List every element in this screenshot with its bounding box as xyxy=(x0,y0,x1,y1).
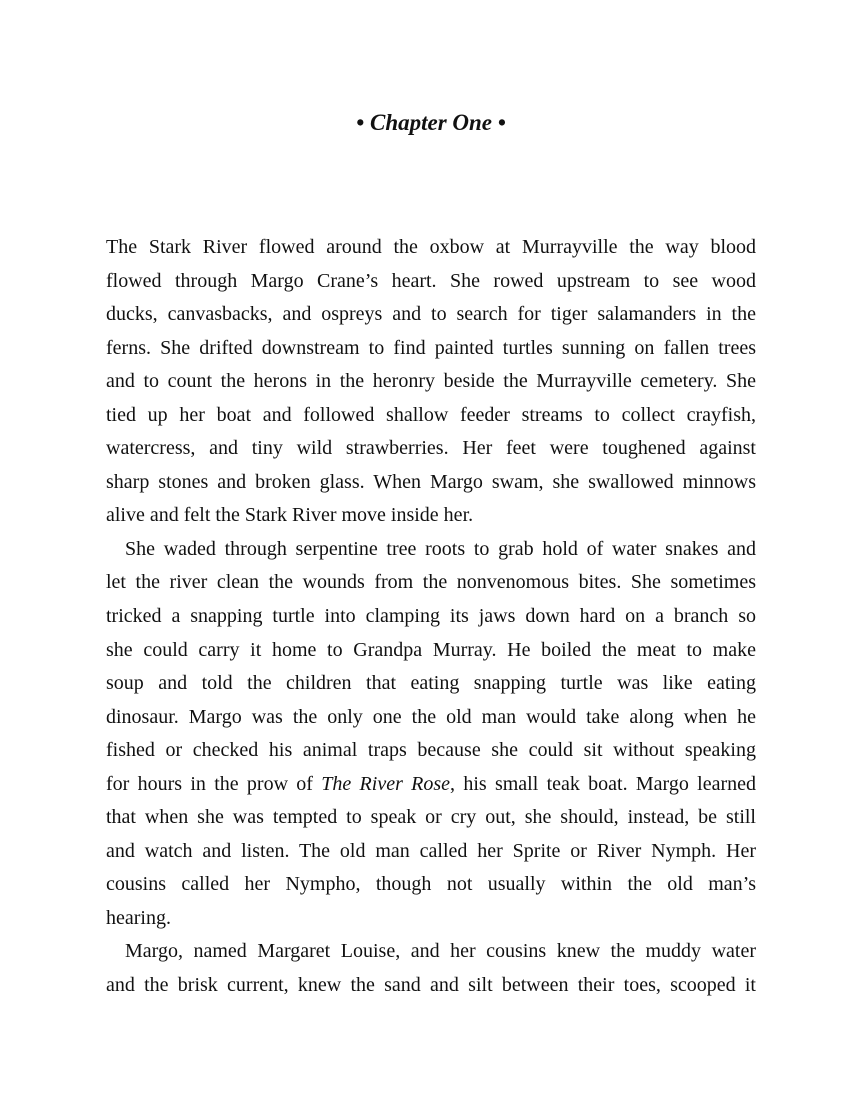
text-line: fished or checked his animal traps because she could sit without speaking xyxy=(106,739,756,762)
text-line: cousins called her Nympho, though not usually within the old man’s xyxy=(106,873,756,896)
text-line: flowed through Margo Crane’s heart. She rowed upstream to see wood xyxy=(106,269,756,292)
text-line: that when she was tempted to speak or cry out, she should, instead, be still xyxy=(106,806,756,829)
text-line: and to count the herons in the heronry beside the Murrayville cemetery. She xyxy=(106,370,756,393)
boat-name-italic: The River Rose xyxy=(321,772,451,795)
body-text xyxy=(106,231,756,1003)
text-line: soup and told the children that eating snapping turtle was like eating xyxy=(106,672,756,695)
text-line: sharp stones and broken glass. When Margo swam, she swallowed minnows xyxy=(106,470,756,493)
text-line: ferns. She drifted downstream to find painted turtles sunning on fallen trees xyxy=(106,336,756,359)
text-line: dinosaur. Margo was the only one the old man would take along when he xyxy=(106,705,756,728)
text-line: ducks, canvasbacks, and ospreys and to search for tiger salamanders in the xyxy=(106,303,756,326)
text-line: Margo, named Margaret Louise, and her cousins knew the muddy water xyxy=(125,940,756,963)
text-line: tied up her boat and followed shallow feeder streams to collect crayfish, xyxy=(106,403,756,426)
text-line: The Stark River flowed around the oxbow at Murrayville the way blood xyxy=(106,236,756,258)
text-line: She waded through serpentine tree roots to grab hold of water snakes and xyxy=(125,537,756,560)
paragraph-1 xyxy=(106,231,756,533)
text-segment: for hours in the prow of xyxy=(106,772,322,795)
text-line: let the river clean the wounds from the nonvenomous bites. She sometimes xyxy=(106,571,756,594)
text-line: tricked a snapping turtle into clamping its jaws down hard on a branch so xyxy=(106,605,756,628)
text-line: she could carry it home to Grandpa Murray. He boiled the meat to make xyxy=(106,638,756,661)
paragraph-3 xyxy=(106,935,756,1002)
text-line: hearing. xyxy=(106,906,171,929)
text-line: alive and felt the Stark River move inside her. xyxy=(106,504,474,527)
text-line: watercress, and tiny wild strawberries. Her feet were toughened against xyxy=(106,437,756,460)
text-line: and watch and listen. The old man called her Sprite or River Nymph. Her xyxy=(106,839,756,862)
text-segment: , his small teak boat. Margo learned xyxy=(450,772,756,795)
paragraph-2 xyxy=(106,533,756,936)
text-line: and the brisk current, knew the sand and silt between their toes, scooped it xyxy=(106,974,756,997)
text-line-with-boat-name xyxy=(106,768,756,802)
chapter-title: • Chapter One • xyxy=(356,110,506,135)
